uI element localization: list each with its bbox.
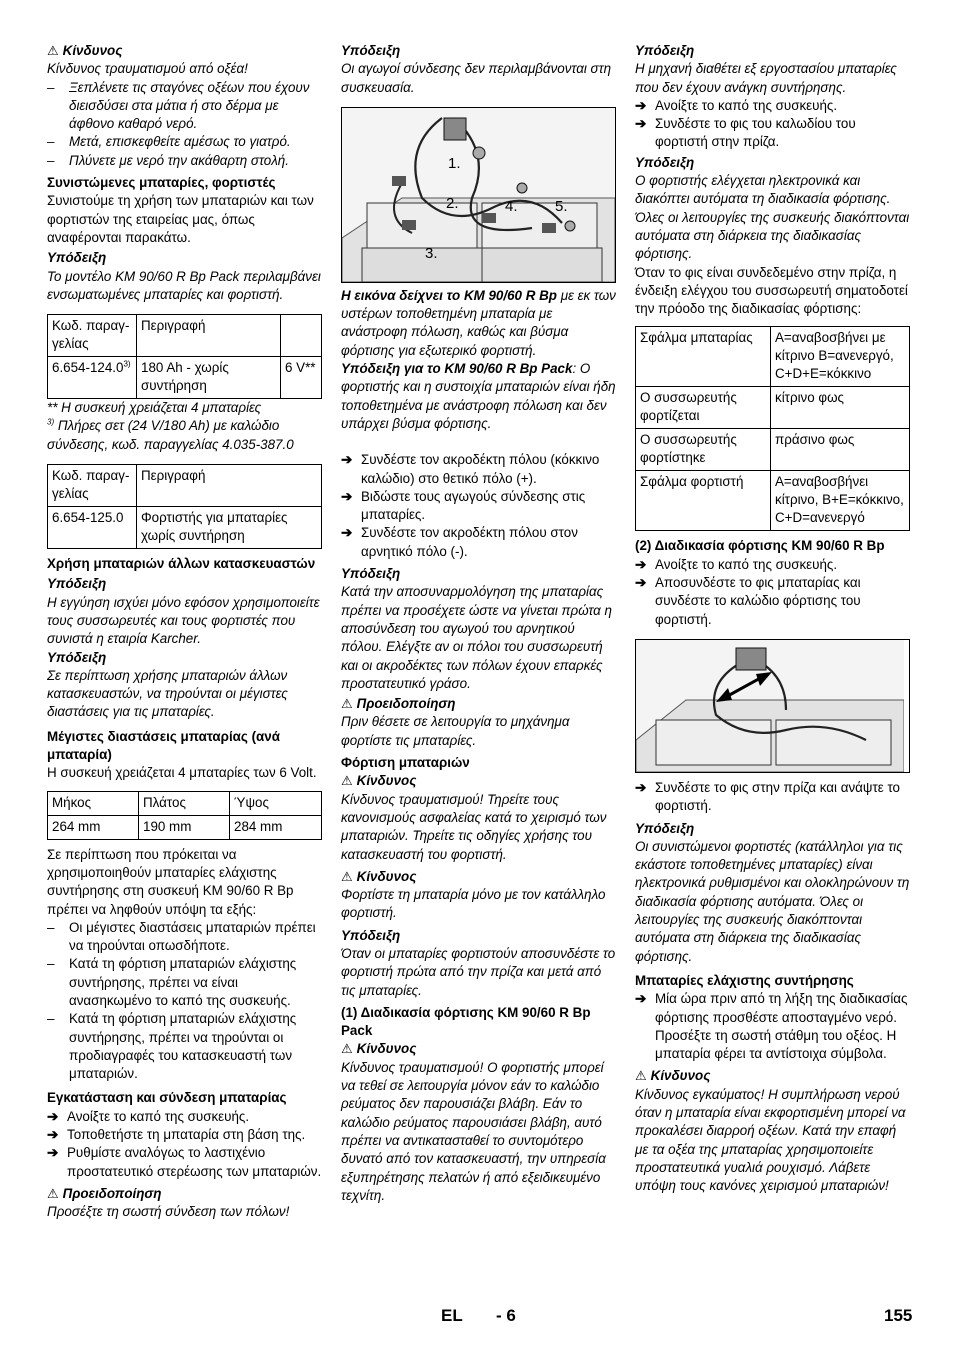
warning-triangle-icon: ⚠	[341, 696, 353, 712]
danger-text: Κίνδυνος τραυματισμού από οξέα!	[47, 61, 248, 77]
step-item: ➔ Ρυθμίστε αναλόγως το λαστιχένιο προστατευτικό στερέωσης των μπαταριών.	[47, 1145, 322, 1179]
section-heading: Φόρτιση μπαταριών	[341, 755, 470, 771]
table-cell: 180 Ah - χωρίς συντήρηση	[137, 357, 281, 399]
step-item: ➔ Ανοίξτε το καπό της συσκευής.	[635, 556, 910, 574]
step-item: ➔ Συνδέστε τον ακροδέκτη πόλου στον αρνητικό πόλο (-).	[341, 525, 578, 559]
warning-triangle-icon: ⚠	[47, 1185, 59, 1201]
figure-label: 5.	[555, 197, 568, 215]
table-cell: Σφάλμα μπαταρίας	[636, 327, 771, 387]
arrow-right-icon: ➔	[341, 452, 353, 468]
warning-triangle-icon: ⚠	[47, 43, 59, 58]
column-1	[47, 42, 322, 1222]
note-heading: Υπόδειξη	[47, 576, 107, 592]
charging-plug-figure	[635, 639, 910, 773]
paragraph: Σε περίπτωση που πρόκειται να χρησιμοποιηθούν μπαταρίες ελάχιστης συντήρησης στη συσκευή KM 90/60 R Bp πρέπει να ληφθούν υπόψη τα εξής:	[47, 846, 294, 917]
charger-table	[47, 464, 322, 549]
arrow-right-icon: ➔	[635, 779, 647, 795]
table-cell: πράσινο φως	[771, 429, 910, 471]
warning-triangle-icon: ⚠	[341, 1041, 353, 1057]
figure-label: 2.	[446, 194, 459, 212]
arrow-right-icon: ➔	[635, 116, 647, 132]
list-item: – Μετά, επισκεφθείτε αμέσως το γιατρό.	[47, 133, 322, 151]
table-header: Πλάτος	[139, 791, 230, 815]
table-cell: Ο συσσωρευτής φορτίζεται	[636, 387, 771, 429]
arrow-right-icon: ➔	[47, 1145, 59, 1161]
figure-label: 3.	[425, 244, 438, 262]
table-cell: 6.654-124.0$^{3)}$	[48, 357, 137, 399]
arrow-right-icon: ➔	[341, 525, 353, 541]
note-text: Η μηχανή διαθέτει εξ εργοστασίου μπαταρίες που δεν έχουν ανάγκη συντήρησης.	[635, 61, 897, 95]
dimensions-table	[47, 791, 322, 840]
figure-label: 4.	[505, 197, 518, 215]
section-heading: Μέγιστες διαστάσεις μπαταρίας (ανά μπαταρία)	[47, 728, 280, 763]
danger-text: Κίνδυνος εγκαύματος! Η συμπλήρωση νερού όταν η μπαταρία είναι εκφορτισμένη μπορεί να προκαλέσει διαρροή οξέων. Κατά την επαφή με τα οξέα της μπαταρίας χρησιμοποιείτε προστατευτικά γυαλιά ρουχισμό. Λάβετε υπόψη τους κανόνες χειρισμού μπαταριών!	[635, 1086, 906, 1194]
section-heading: Χρήση μπαταριών άλλων κατασκευαστών	[47, 556, 316, 572]
caution-heading: ⚠ Προειδοποίηση	[341, 695, 616, 713]
charging-diagram	[636, 640, 904, 772]
note-heading: Υπόδειξη	[47, 250, 107, 266]
note-heading: Υπόδειξη	[635, 820, 695, 836]
note-heading: Υπόδειξη	[341, 566, 401, 582]
battery-connection-figure	[341, 107, 616, 283]
table-header: Κωδ. παραγ-γελίας	[48, 315, 137, 357]
table-header	[281, 315, 322, 357]
note-text: Ο φορτιστής ελέγχεται ηλεκτρονικά και διακόπτει αυτόματα τη διαδικασία φόρτισης. Όλες οι λειτουργίες της συσκευής διακόπτονται αυτόματα στη διάρκεια της διαδικασίας φόρτισης.	[635, 173, 910, 262]
note-text: Οι αγωγοί σύνδεσης δεν περιλαμβάνονται στη συσκευασία.	[341, 61, 612, 95]
footnote: ** Η συσκευή χρειάζεται 4 μπαταρίες	[47, 400, 262, 416]
list-item: – Οι μέγιστες διαστάσεις μπαταριών πρέπει να τηρούνται οπωσδήποτε.	[47, 919, 322, 956]
table-cell: 6 V**	[281, 357, 322, 399]
step-item: ➔ Μία ώρα πριν από τη λήξη της διαδικασίας φόρτισης προσθέστε αποσταγμένο νερό. Προσέξτε τη σωστή στάθμη του οξέος. Η μπαταρία φέρει τα αντίστοιχα σύμβολα.	[635, 991, 908, 1062]
table-header: Ύψος	[230, 791, 322, 815]
table-cell: Σφάλμα φορτιστή	[636, 471, 771, 531]
list-item: – Πλύνετε με νερό την ακάθαρτη στολή.	[47, 152, 322, 170]
step-item: ➔ Συνδέστε το φις στην πρίζα και ανάψτε το φορτιστή.	[635, 779, 900, 814]
danger-text: Φορτίστε τη μπαταρία μόνο με τον κατάλληλο φορτιστή.	[341, 887, 606, 921]
step-item: ➔ Συνδέστε τον ακροδέκτη πόλου (κόκκινο καλώδιο) στο θετικό πόλο (+).	[341, 452, 600, 486]
battery-diagram	[342, 108, 615, 282]
list-item: – Κατά τη φόρτιση μπαταριών ελάχιστης συντήρησης, πρέπει να είναι ανασηκωμένο το καπό της συσκευής.	[47, 955, 322, 1010]
section-heading: (2) Διαδικασία φόρτισης KM 90/60 R Bp	[635, 538, 885, 554]
danger-text: Κίνδυνος τραυματισμού! Ο φορτιστής μπορεί να τεθεί σε λειτουργία μόνον εάν το καλώδιο ρεύματος δεν παρουσιάζει βλάβη. Εάν το καλώδιο ρεύματος παρουσιάσει βλάβη, αυτό πρέπει να αντικατασταθεί το συντομότερο δυνατό από τον κατασκευαστή, την υπηρεσία εξυπηρέτησης πελατών ή από εξειδικευμένο τεχνίτη.	[341, 1059, 606, 1203]
list-item: – Ξεπλένετε τις σταγόνες οξέων που έχουν διεισδύσει στα μάτια ή στο δέρμα με άφθονο καθαρό νερό.	[47, 79, 322, 134]
danger-heading: ⚠ Κίνδυνος	[341, 772, 616, 790]
table-cell: κίτρινο φως	[771, 387, 910, 429]
table-cell: A=αναβοσβήνει με κίτρινο B=ανενεργό, C+D+E=κόκκινο	[771, 327, 910, 387]
arrow-right-icon: ➔	[635, 575, 647, 591]
step-item: ➔ Ανοίξτε το καπό της συσκευής.	[635, 97, 910, 115]
warning-triangle-icon: ⚠	[341, 868, 353, 884]
arrow-right-icon: ➔	[635, 991, 647, 1007]
table-cell: Φορτιστής για μπαταρίες χωρίς συντήρηση	[137, 507, 322, 549]
step-item: ➔ Συνδέστε το φις του καλωδίου του φορτιστή στην πρίζα.	[635, 116, 856, 150]
warning-triangle-icon: ⚠	[635, 1068, 647, 1084]
step-item: ➔ Ανοίξτε το καπό της συσκευής.	[47, 1108, 322, 1126]
note-heading: Υπόδειξη	[635, 43, 695, 58]
section-heading: (1) Διαδικασία φόρτισης KM 90/60 R Bp Pack	[341, 1004, 591, 1039]
danger-text: Κίνδυνος τραυματισμού! Τηρείτε τους κανονισμούς ασφαλείας κατά το χειρισμό των μπαταριών. Τηρείτε τις οδηγίες χρήσης του κατασκευαστή του φορτιστή.	[341, 791, 607, 862]
arrow-right-icon: ➔	[635, 556, 647, 572]
note-heading: Υπόδειξη	[47, 649, 107, 665]
paragraph: Η συσκευή χρειάζεται 4 μπαταρίες των 6 Volt.	[47, 765, 317, 781]
page-number: 155	[884, 1306, 913, 1325]
table-row	[636, 429, 910, 471]
footnote: $^{3)}$ Πλήρες σετ (24 V/180 Ah) με καλώδιο σύνδεσης, κωδ. παραγγελίας 4.035-387.0	[47, 417, 294, 452]
paragraph: Όταν το φις είναι συνδεδεμένο στην πρίζα, η ένδειξη ελέγχου του συσσωρευτή σηματοδοτεί την πρόοδο της διαδικασίας φόρτισης:	[635, 264, 908, 317]
charge-status-table	[635, 326, 910, 531]
column-2	[341, 42, 616, 1205]
section-heading: Εγκατάσταση και σύνδεση μπαταρίας	[47, 1090, 287, 1106]
note-heading: Υπόδειξη	[341, 43, 401, 58]
table-cell: 190 mm	[139, 815, 230, 839]
note-text: Η εγγύηση ισχύει μόνο εφόσον χρησιμοποιείτε τους συσσωρευτές και τους φορτιστές που συνιστά η εταιρία Karcher.	[47, 594, 320, 647]
note-heading: Υπόδειξη	[635, 154, 695, 170]
caution-text: Προσέξτε τη σωστή σύνδεση των πόλων!	[47, 1204, 290, 1220]
figure-label: 1.	[448, 154, 461, 172]
table-row	[636, 327, 910, 387]
list-item: – Κατά τη φόρτιση μπαταριών ελάχιστης συντήρησης, πρέπει να τηρούνται οι προδιαγραφές του κατασκευαστή των μπαταριών.	[47, 1010, 322, 1083]
warning-triangle-icon: ⚠	[341, 773, 353, 789]
caution-text: Πριν θέσετε σε λειτουργία το μηχάνημα φορτίστε τις μπαταρίες.	[341, 714, 570, 748]
note-text: Σε περίπτωση χρήσης μπαταριών άλλων κατασκευαστών, να τηρούνται οι μέγιστες διαστάσεις για τις μπαταρίες.	[47, 667, 288, 720]
table-cell: Ο συσσωρευτής φορτίστηκε	[636, 429, 771, 471]
step-item: ➔ Τοποθετήστε τη μπαταρία στη βάση της.	[47, 1126, 322, 1144]
table-row	[636, 471, 910, 531]
pack-note: Υπόδειξη για το KM 90/60 R Bp Pack: Ο φορτιστής και η συστοιχία μπαταριών είναι ήδη τοποθετημένα με ανάστροφη πόλωση και δεν υπάρχει βύσμα φόρτισης.	[341, 361, 616, 431]
caution-heading: ⚠ Προειδοποίηση	[47, 1185, 322, 1203]
table-header: Μήκος	[48, 791, 139, 815]
note-text: Οι συνιστώμενοι φορτιστές (κατάλληλοι για τις εκάστοτε τοποθετημένες μπαταρίες) είναι ηλεκτρονικά ρυθμισμένοι και ολοκληρώνουν τη διαδικασία φόρτισης αυτόματα. Όλες οι λειτουργίες της συσκευής διακόπτονται αυτόματα στη διάρκεια της διαδικασίας φόρτισης.	[635, 838, 910, 964]
note-heading: Υπόδειξη	[341, 927, 401, 943]
danger-heading: ⚠ Κίνδυνος	[341, 868, 616, 886]
table-header: Περιγραφή	[137, 315, 281, 357]
table-row	[636, 387, 910, 429]
note-text: Όταν οι μπαταρίες φορτιστούν αποσυνδέστε το φορτιστή πρώτα από την πρίζα και μετά από τις μπαταρίες.	[341, 945, 616, 998]
battery-table	[47, 314, 322, 399]
paragraph: Συνιστούμε τη χρήση των μπαταριών και των φορτιστών της εταιρείας μας, όπως αναφέρονται παρακάτω.	[47, 193, 314, 245]
section-heading: Μπαταρίες ελάχιστης συντήρησης	[635, 972, 854, 988]
table-header: Κωδ. παραγ-γελίας	[48, 465, 137, 507]
table-header: Περιγραφή	[137, 465, 322, 507]
note-text: Το μοντέλο KM 90/60 R Bp Pack περιλαμβάνει ενσωματωμένες μπαταρίες και φορτιστή.	[47, 268, 321, 302]
table-cell: 6.654-125.0	[48, 507, 137, 549]
table-cell: 284 mm	[230, 815, 322, 839]
arrow-right-icon: ➔	[47, 1108, 59, 1124]
danger-heading: ⚠ Κίνδυνος	[635, 1067, 910, 1085]
language-code: EL	[441, 1306, 463, 1325]
danger-heading: ⚠ Κίνδυνος	[47, 42, 322, 60]
arrow-right-icon: ➔	[341, 488, 353, 504]
step-item: ➔ Αποσυνδέστε το φις μπαταρίας και συνδέστε το καλώδιο φόρτισης του φορτιστή.	[635, 575, 861, 627]
danger-heading: ⚠ Κίνδυνος	[341, 1040, 616, 1058]
note-text: Κατά την αποσυναρμολόγηση της μπαταρίας πρέπει να προσέχετε ώστε να γίνεται πρώτα η αποσύνδεση του αγωγού του αρνητικού πόλου. Ελέγξτε αν οι πόλοι του συσσωρευτή και οι ακροδέκτες των πόλων έχουν επαρκές προστατευτικό γράσο.	[341, 584, 612, 691]
arrow-right-icon: ➔	[635, 97, 647, 113]
step-item: ➔ Βιδώστε τους αγωγούς σύνδεσης στις μπαταρίες.	[341, 488, 586, 523]
section-page-number: - 6	[496, 1306, 516, 1325]
arrow-right-icon: ➔	[47, 1127, 59, 1143]
table-cell: 264 mm	[48, 815, 139, 839]
section-heading: Συνιστώμενες μπαταρίες, φορτιστές	[47, 175, 276, 191]
column-3	[635, 42, 910, 1195]
figure-caption: Η εικόνα δείχνει το KM 90/60 R Bp με εκ των υστέρων τοποθετημένη μπαταρία με ανάστροφη πόλωση, καθώς και βύσμα φόρτισης για εξωτερικό φορτιστή.	[341, 287, 616, 358]
table-cell: A=αναβοσβήνει κίτρινο, B+E=κόκκινο, C+D=ανενεργό	[771, 471, 910, 531]
